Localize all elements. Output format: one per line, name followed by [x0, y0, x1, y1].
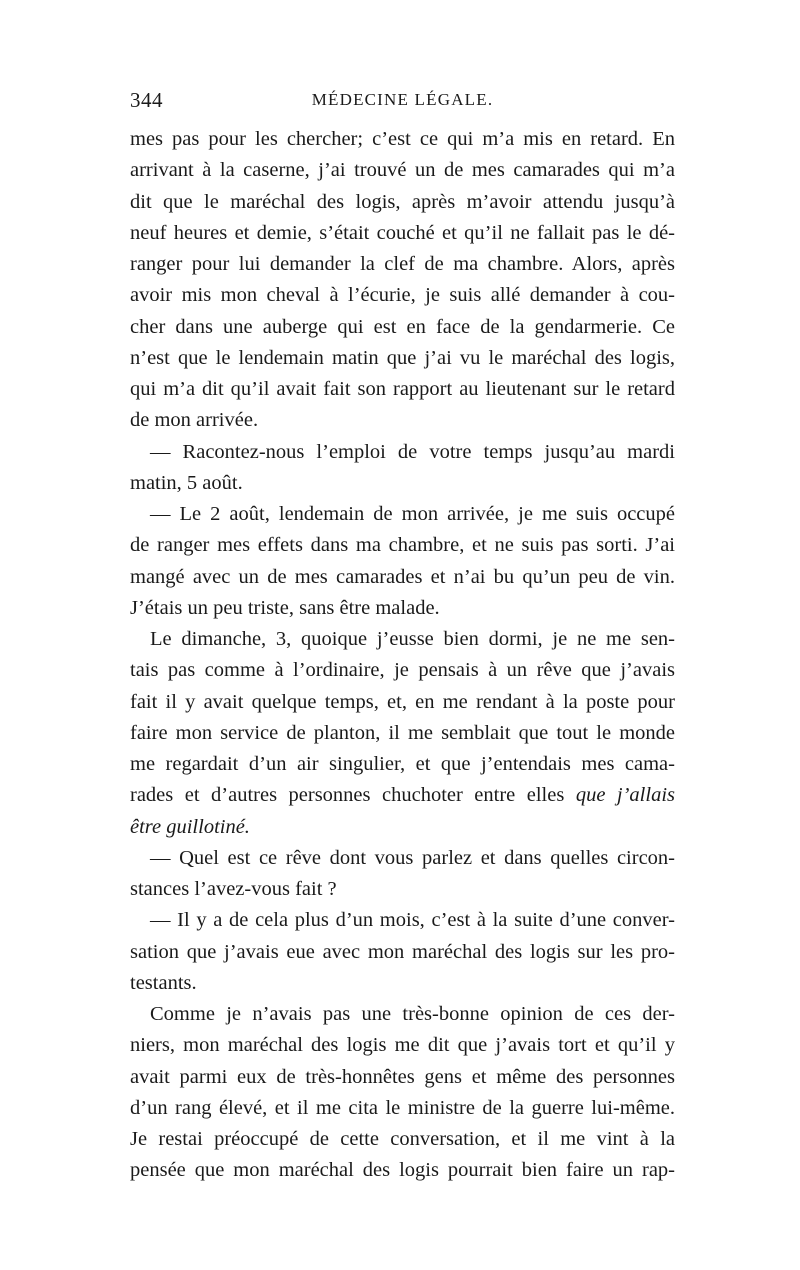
- text-line: [130, 593, 675, 624]
- text-line: [130, 312, 675, 343]
- text-line-content: avoir mis mon cheval à l’écurie, je suis allé demander à cou-: [130, 284, 675, 307]
- text-line: [130, 968, 675, 999]
- italic-text: que j’allais: [575, 784, 675, 807]
- text-line-content: — Le 2 août, lendemain de mon arrivée, je me suis occupé: [150, 503, 675, 525]
- text-line: [130, 1124, 675, 1155]
- text-line-content: d’un rang élevé, et il me cita le ministre de la guerre lui-même.: [130, 1096, 675, 1119]
- text-line-content: — Racontez-nous l’emploi de votre temps jusqu’au mardi: [150, 440, 675, 463]
- text-line-content: arrivant à la caserne, j’ai trouvé un de mes camarades qui m’a: [130, 159, 675, 182]
- text-line: [130, 1030, 675, 1061]
- text-line-content: dit que le maréchal des logis, après m’avoir attendu jusqu’à: [130, 190, 675, 213]
- text-line: [130, 812, 675, 843]
- text-line: [130, 187, 675, 218]
- text-line-content: stances l’avez-vous fait ?: [130, 878, 337, 900]
- text-line-content: rades et d’autres personnes chuchoter entre elles: [130, 784, 565, 807]
- text-line-content: fait il y avait quelque temps, et, en me rendant à la poste pour: [130, 690, 675, 713]
- text-line: [130, 999, 675, 1030]
- text-line-content: pensée que mon maréchal des logis pourrait bien faire un rap-: [130, 1159, 675, 1182]
- text-line-content: — Il y a de cela plus d’un mois, c’est à la suite d’une conver-: [150, 909, 675, 932]
- text-line: [130, 437, 675, 468]
- text-line: [130, 937, 675, 968]
- text-line-content: cher dans une auberge qui est en face de la gendarmerie. Ce: [130, 315, 675, 338]
- text-line-content: avait parmi eux de très-honnêtes gens et même des personnes: [130, 1065, 675, 1088]
- text-line-content: de ranger mes effets dans ma chambre, et ne suis pas sorti. J’ai: [130, 534, 675, 557]
- text-line-content: Le dimanche, 3, quoique j’eusse bien dormi, je ne me sen-: [150, 628, 675, 650]
- text-line: [130, 1093, 675, 1124]
- text-line: [130, 374, 675, 405]
- text-line-content: Je restai préoccupé de cette conversation, et il me vint à la: [130, 1128, 675, 1150]
- text-line-content: matin, 5 août.: [130, 471, 243, 494]
- text-line-content: sation que j’avais eue avec mon maréchal des logis sur les pro-: [130, 940, 675, 963]
- page-number: 344: [130, 88, 163, 112]
- text-line: [130, 749, 675, 780]
- text-line: [130, 874, 675, 905]
- text-line: [130, 218, 675, 249]
- running-title: MÉDECINE LÉGALE.: [311, 90, 494, 109]
- text-line-content: faire mon service de planton, il me semblait que tout le monde: [130, 721, 675, 744]
- text-line-content: mes pas pour les chercher; c’est ce qui m’a mis en retard. En: [130, 128, 675, 150]
- text-line-content: me regardait d’un air singulier, et que j’entendais mes cama-: [130, 753, 675, 775]
- text-line-content: n’est que le lendemain matin que j’ai vu le maréchal des logis,: [130, 346, 675, 369]
- text-line-content: de mon arrivée.: [130, 409, 259, 432]
- text-line-content: Comme je n’avais pas une très-bonne opinion de ces der-: [150, 1003, 675, 1025]
- text-line-content: testants.: [130, 971, 197, 994]
- italic-text: être guillotiné.: [130, 815, 250, 838]
- text-line: [130, 843, 675, 874]
- text-line-content: mangé avec un de mes camarades et n’ai bu qu’un peu de vin.: [130, 565, 675, 588]
- body-text: [130, 124, 675, 1187]
- text-line: [130, 780, 675, 811]
- text-line: [130, 624, 675, 655]
- text-line: [130, 499, 675, 530]
- text-line: [130, 530, 675, 561]
- text-line: [130, 1155, 675, 1186]
- text-line-content: niers, mon maréchal des logis me dit que j’avais tort et qu’il y: [130, 1034, 675, 1057]
- text-line: [130, 905, 675, 936]
- text-line: [130, 468, 675, 499]
- text-line: [130, 718, 675, 749]
- text-line: [130, 687, 675, 718]
- text-line: [130, 155, 675, 186]
- text-line: [130, 249, 675, 280]
- text-line: [130, 280, 675, 311]
- text-line-content: J’étais un peu triste, sans être malade.: [130, 596, 440, 619]
- text-line-content: ranger pour lui demander la clef de ma chambre. Alors, après: [130, 253, 675, 275]
- text-line-content: neuf heures et demie, s’était couché et qu’il ne fallait pas le dé-: [130, 221, 675, 244]
- text-line: [130, 405, 675, 436]
- text-line-content: qui m’a dit qu’il avait fait son rapport au lieutenant sur le retard: [130, 378, 675, 400]
- text-line: [130, 343, 675, 374]
- text-line-content: tais pas comme à l’ordinaire, je pensais à un rêve que j’avais: [130, 659, 675, 682]
- text-line-content: — Quel est ce rêve dont vous parlez et dans quelles circon-: [150, 846, 675, 869]
- text-line: [130, 562, 675, 593]
- text-line: [130, 124, 675, 155]
- text-line: [130, 655, 675, 686]
- text-line: [130, 1062, 675, 1093]
- page-header: [130, 88, 675, 118]
